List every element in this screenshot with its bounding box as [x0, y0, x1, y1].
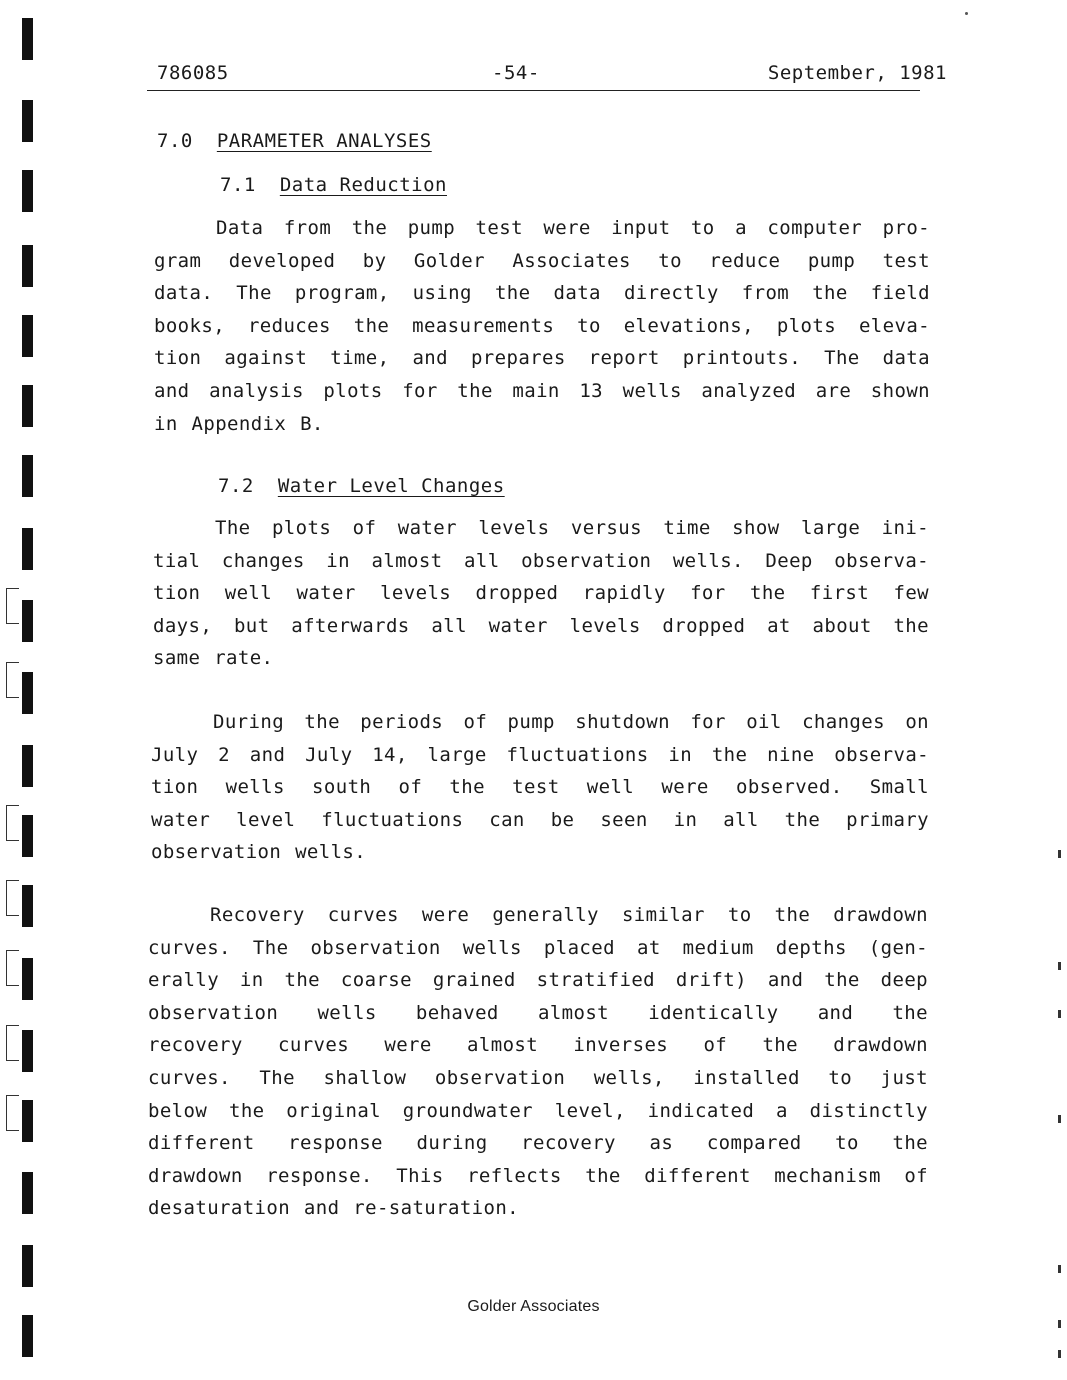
binder-mark	[22, 315, 33, 357]
binder-bracket	[6, 1095, 19, 1131]
paragraph-line: curves. The shallow observation wells, installed to just	[148, 1066, 928, 1089]
binder-mark	[22, 672, 33, 714]
binder-bracket	[6, 805, 19, 841]
paragraph-line: tion well water levels dropped rapidly for the first few	[153, 582, 929, 605]
binder-bracket	[6, 880, 19, 916]
paragraph	[154, 212, 930, 440]
subsection-number: 7.1	[220, 174, 256, 196]
paragraph-line: below the original groundwater level, indicated a distinctly	[148, 1099, 928, 1122]
binder-mark	[22, 385, 33, 427]
section-number: 7.0	[157, 130, 193, 152]
paragraph	[153, 512, 929, 675]
scan-speck	[1058, 962, 1061, 970]
subsection-title: Water Level Changes	[277, 475, 505, 497]
paragraph-line: different response during recovery as compared to the	[148, 1132, 928, 1155]
paragraph-line: July 2 and July 14, large fluctuations in the nine observa-	[151, 743, 929, 766]
paragraph	[151, 706, 929, 869]
paragraph-line: desaturation and re-saturation.	[148, 1197, 520, 1220]
binder-mark	[22, 1245, 33, 1287]
binder-bracket	[6, 588, 19, 624]
header-divider	[147, 90, 920, 91]
paragraph-line: same rate.	[153, 647, 274, 670]
document-date: September, 1981	[767, 62, 947, 84]
paragraph-line: curves. The observation wells placed at medium depths (gen-	[148, 936, 928, 959]
paragraph-line: erally in the coarse grained stratified drift) and the deep	[148, 969, 928, 992]
paragraph-line: data. The program, using the data directly from the field	[154, 282, 930, 305]
page-footer	[0, 1298, 1067, 1316]
paragraph-line: and analysis plots for the main 13 wells analyzed are shown	[154, 379, 930, 402]
paragraph-line: days, but afterwards all water levels dropped at about the	[153, 614, 929, 637]
paragraph-line: in Appendix B.	[154, 412, 324, 435]
binder-mark	[22, 1315, 33, 1357]
paragraph-line: The plots of water levels versus time show large ini-	[215, 517, 929, 539]
paragraph-line: recovery curves were almost inverses of the drawdown	[148, 1034, 928, 1057]
paragraph-line: water level fluctuations can be seen in all the primary	[151, 808, 929, 831]
binder-mark	[22, 18, 33, 60]
binder-mark	[22, 1172, 33, 1214]
binder-bracket	[6, 662, 19, 698]
binder-mark	[22, 745, 33, 787]
paragraph-line: tial changes in almost all observation wells. Deep observa-	[153, 549, 929, 572]
binder-mark	[22, 600, 33, 642]
binder-bracket	[6, 1025, 19, 1061]
paragraph-line: observation wells behaved almost identically and the	[148, 1001, 928, 1024]
subsection-heading	[218, 475, 505, 497]
subsection-title: Data Reduction	[279, 174, 447, 196]
binder-mark	[22, 815, 33, 857]
paragraph-line: tion against time, and prepares report printouts. The data	[154, 347, 930, 370]
paragraph	[148, 899, 928, 1225]
scan-speck	[1058, 1010, 1061, 1018]
binder-mark	[22, 1030, 33, 1072]
page-number: -54-	[492, 62, 540, 84]
paragraph-line: Recovery curves were generally similar to the drawdown	[210, 904, 928, 926]
binder-mark	[22, 100, 33, 142]
binder-mark	[22, 885, 33, 927]
paragraph-line: observation wells.	[151, 841, 367, 864]
binder-bracket	[6, 950, 19, 986]
binder-mark	[22, 528, 33, 570]
scan-speck	[1058, 1350, 1061, 1358]
binder-mark	[22, 1100, 33, 1142]
scan-speck	[1058, 1115, 1061, 1123]
paragraph-line: During the periods of pump shutdown for oil changes on	[213, 711, 929, 733]
subsection-heading	[220, 174, 447, 196]
scan-speck	[1058, 1320, 1061, 1328]
paragraph-line: Data from the pump test were input to a computer pro-	[216, 217, 930, 239]
paragraph-line: tion wells south of the test well were observed. Small	[151, 776, 929, 799]
document-id: 786085	[157, 62, 229, 84]
paragraph-line: drawdown response. This reflects the different mechanism of	[148, 1164, 928, 1187]
scan-speck	[1058, 850, 1061, 858]
scan-speck	[1058, 1265, 1061, 1273]
page-header	[157, 62, 947, 88]
subsection-number: 7.2	[218, 475, 254, 497]
binder-mark	[22, 958, 33, 1000]
binder-mark	[22, 245, 33, 287]
scan-speck	[965, 12, 968, 15]
paragraph-line: books, reduces the measurements to elevations, plots eleva-	[154, 314, 930, 337]
binder-mark	[22, 170, 33, 212]
binder-mark	[22, 455, 33, 497]
paragraph-line: gram developed by Golder Associates to reduce pump test	[154, 249, 930, 272]
footer-company: Golder Associates	[467, 1298, 600, 1315]
section-heading	[157, 130, 432, 152]
section-title: PARAMETER ANALYSES	[216, 130, 432, 152]
